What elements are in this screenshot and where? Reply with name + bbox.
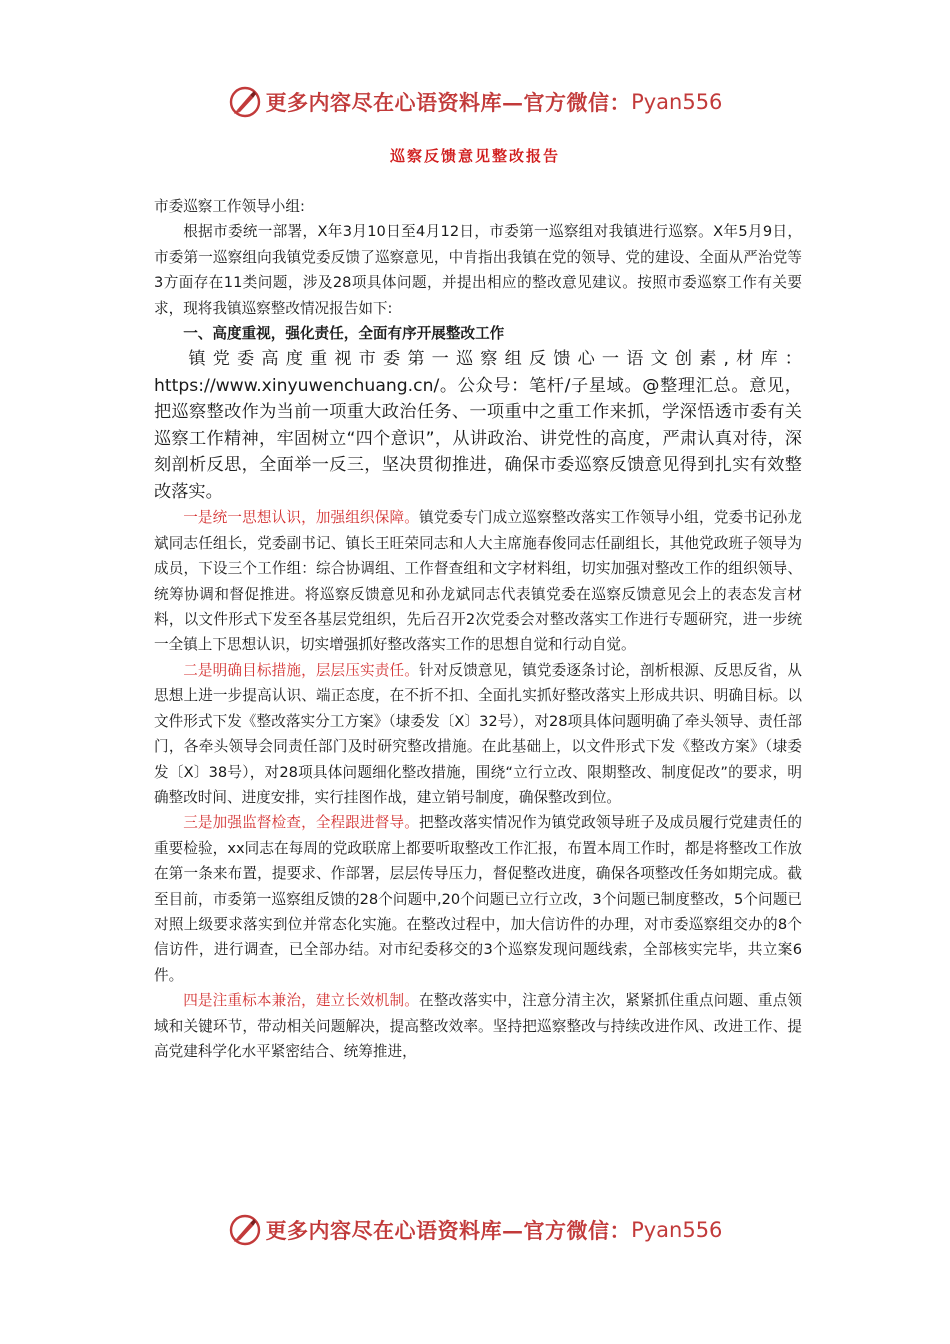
banner-wechat-id: Pyan556 <box>631 1218 723 1242</box>
point-text: 镇党委专门成立巡察整改落实工作领导小组，党委书记孙龙斌同志任组长，党委副书记、镇长王旺荣同志和人大主席施春俊同志任副组长，其他党政班子领导为成员，下设三个工作组：综合协调组、工作督查组和文字材料组，切实加强对整改工作的组织领导、统筹协调和督促推进。将巡察反馈意见和孙龙斌同志代表镇党委在巡察反馈意见会上的表态发言材料，以文件形式下发至各基层党组织，先后召开2次党委会对整改落实工作进行专题研究，进一步统一全镇上下思想认识，切实增强抓好整改落实工作的思想自觉和行动自觉。 <box>154 509 802 654</box>
salutation: 市委巡察工作领导小组: <box>154 198 305 215</box>
banner-text: 更多内容尽在心语资料库—官方微信： <box>265 1218 632 1243</box>
point-lead: 四是注重标本兼治，建立长效机制。 <box>183 992 419 1010</box>
pen-logo-icon <box>228 1213 262 1247</box>
point-paragraph <box>154 505 802 657</box>
point-paragraph <box>154 810 802 988</box>
document-title: 巡察反馈意见整改报告 <box>389 147 560 165</box>
point-paragraph <box>154 988 802 1064</box>
point-text: 针对反馈意见，镇党委逐条讨论，剖析根源、反思反省，从思想上进一步提高认识、端正态度，在不折不扣、全面扎实抓好整改落实上形成共识、明确目标。以文件形式下发《整改落实分工方案》（埭委发〔X〕32号），对28项具体问题明确了牵头领导、责任部门，各牵头领导会同责任部门及时研究整改措施。在此基础上，以文件形式下发《整改方案》（埭委发〔X〕38号），对28项具体问题细化整改措施，围绕“立行立改、限期整改、制度促改”的要求，明确整改时间、进度安排，实行挂图作战，建立销号制度，确保整改到位。 <box>154 661 802 806</box>
point-lead: 二是明确目标措施，层层压实责任。 <box>183 661 419 679</box>
point-lead: 三是加强监督检查，全程跟进督导。 <box>183 814 419 832</box>
banner-text: 更多内容尽在心语资料库—官方微信： <box>265 90 632 115</box>
section-paragraph: 镇党委高度重视市委第一巡察组反馈心一语文创素,材库：https://www.xinyuwenchuang.cn/。公众号：笔杆/子星域。@整理汇总。意见，把巡察整改作为当前一项重大政治任务、一项重中之重工作来抓，学深悟透市委有关巡察工作精神，牢固树立“四个意识”，从讲政治、讲党性的高度，严肃认真对待，深刻剖析反思，全面举一反三，坚决贯彻推进，确保市委巡察反馈意见得到扎实有效整改落实。 <box>154 349 802 502</box>
intro-paragraph: 根据市委统一部署，X年3月10日至4月12日，市委第一巡察组对我镇进行巡察。X年5月9日，市委第一巡察组向我镇党委反馈了巡察意见，中肯指出我镇在党的领导、党的建设、全面从严治党等3方面存在11类问题，涉及28项具体问题，并提出相应的整改意见建议。按照市委巡察工作有关要求，现将我镇巡察整改情况报告如下: <box>154 223 802 317</box>
document-body <box>154 194 802 1064</box>
point-lead: 一是统一思想认识，加强组织保障。 <box>183 509 419 527</box>
banner-wechat-id: Pyan556 <box>631 90 723 114</box>
pen-logo-icon <box>228 85 262 119</box>
footer-banner <box>0 1210 950 1250</box>
header-banner <box>0 82 950 122</box>
point-paragraph <box>154 658 802 810</box>
point-text: 把整改落实情况作为镇党政领导班子及成员履行党建责任的重要检验，xx同志在每周的党政联席上都要听取整改工作汇报，布置本周工作时，都是将整改工作放在第一条来布置，提要求、作部署，层层传导压力，督促整改进度，确保各项整改任务如期完成。截至目前，市委第一巡察组反馈的28个问题中,20个问题已立行立改，3个问题已制度整改，5个问题已对照上级要求落实到位并常态化实施。在整改过程中，加大信访件的办理，对市委巡察组交办的8个信访件，进行调查，已全部办结。对市纪委移交的3个巡察发现问题线索，全部核实完毕，共立案6件。 <box>154 814 802 984</box>
section-heading: 一、高度重视，强化责任，全面有序开展整改工作 <box>183 325 505 343</box>
point-text: 在整改落实中，注意分清主次，紧紧抓住重点问题、重点领域和关键环节，带动相关问题解决，提高整改效率。坚持把巡察整改与持续改进作风、改进工作、提高党建科学化水平紧密结合、统筹推进， <box>154 992 802 1060</box>
